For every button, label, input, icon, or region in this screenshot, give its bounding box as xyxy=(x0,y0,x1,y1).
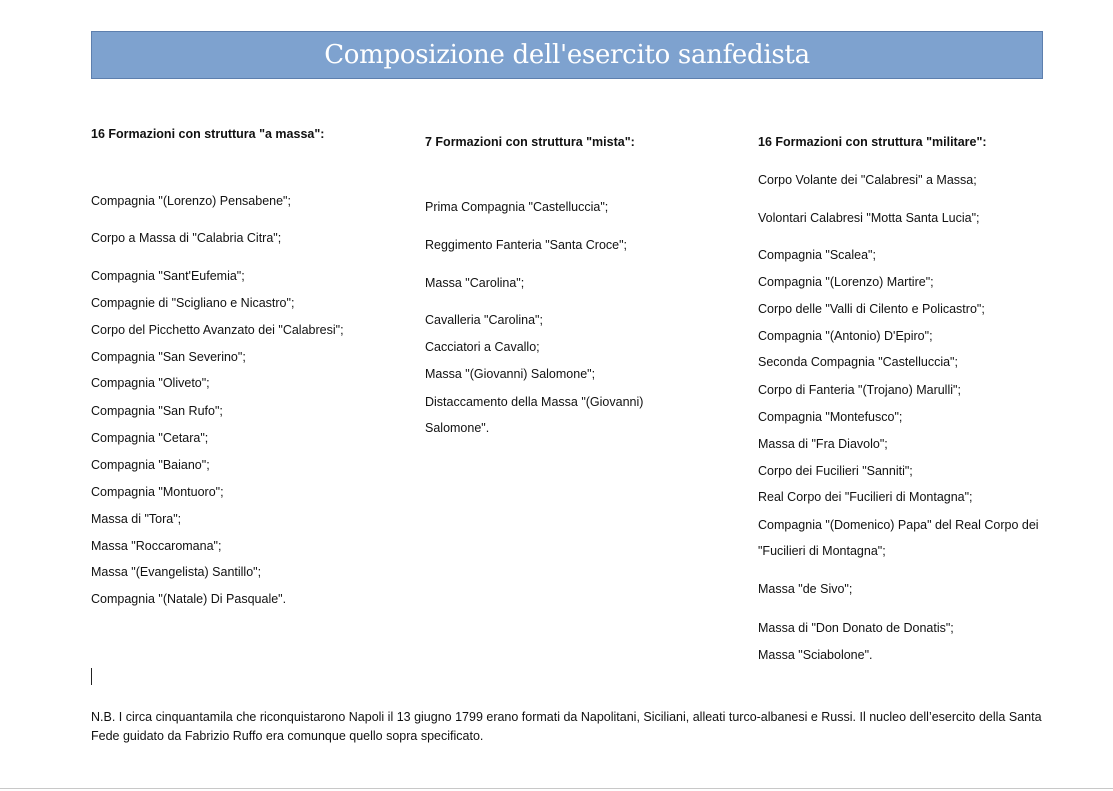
title-banner xyxy=(91,31,1043,79)
column-heading: 16 Formazioni con struttura "a massa": xyxy=(91,127,325,141)
text-cursor xyxy=(91,668,92,685)
list-item: Prima Compagnia "Castelluccia"; xyxy=(425,200,609,214)
list-item: Massa "(Giovanni) Salomone"; xyxy=(425,367,596,381)
list-item: Cavalleria "Carolina"; xyxy=(425,313,543,327)
list-item: Seconda Compagnia "Castelluccia"; xyxy=(758,355,958,369)
column-heading: 16 Formazioni con struttura "militare": xyxy=(758,135,987,149)
list-item: Compagnia "San Rufo"; xyxy=(91,404,223,418)
list-item: Compagnia "Montefusco"; xyxy=(758,410,903,424)
list-item: Cacciatori a Cavallo; xyxy=(425,340,540,354)
list-item: Compagnie di "Scigliano e Nicastro"; xyxy=(91,296,295,310)
list-item: Corpo di Fanteria "(Trojano) Marulli"; xyxy=(758,383,961,397)
list-item: Reggimento Fanteria "Santa Croce"; xyxy=(425,238,628,252)
list-item: Compagnia "(Domenico) Papa" del Real Corpo dei "Fucilieri di Montagna"; xyxy=(758,518,1039,558)
list-item: Corpo Volante dei "Calabresi" a Massa; xyxy=(758,173,977,187)
list-item: Compagnia "Sant'Eufemia"; xyxy=(91,269,245,283)
list-item: Massa di "Don Donato de Donatis"; xyxy=(758,621,954,635)
column-heading: 7 Formazioni con struttura "mista": xyxy=(425,135,635,149)
list-item: Massa "Sciabolone". xyxy=(758,648,873,662)
footnote: N.B. I circa cinquantamila che riconquistarono Napoli il 13 giugno 1799 erano formati da Napolitani, Siciliani, alleati turco-albanesi e Russi. Il nucleo dell’esercito della Santa Fede guidato da Fabrizio Ruffo era comunque quello sopra specificato. xyxy=(91,710,1042,743)
list-item: Distaccamento della Massa "(Giovanni) Salomone". xyxy=(425,395,644,435)
list-item: Massa "de Sivo"; xyxy=(758,582,853,596)
list-item: Massa di "Fra Diavolo"; xyxy=(758,437,888,451)
page-bottom-divider xyxy=(0,788,1113,789)
list-item: Massa di "Tora"; xyxy=(91,512,182,526)
list-item: Massa "Carolina"; xyxy=(425,276,525,290)
list-item: Compagnia "(Lorenzo) Martire"; xyxy=(758,275,934,289)
list-item: Compagnia "Oliveto"; xyxy=(91,376,210,390)
list-item: Compagnia "(Antonio) D'Epiro"; xyxy=(758,329,933,343)
list-item: Compagnia "(Lorenzo) Pensabene"; xyxy=(91,194,291,208)
page-title: Composizione dell'esercito sanfedista xyxy=(324,40,810,70)
list-item: Compagnia "Baiano"; xyxy=(91,458,210,472)
list-item: Real Corpo dei "Fucilieri di Montagna"; xyxy=(758,490,973,504)
list-item: Massa "(Evangelista) Santillo"; xyxy=(91,565,262,579)
list-item: Corpo delle "Valli di Cilento e Policastro"; xyxy=(758,302,985,316)
list-item: Corpo dei Fucilieri "Sanniti"; xyxy=(758,464,913,478)
list-item: Volontari Calabresi "Motta Santa Lucia"; xyxy=(758,211,980,225)
list-item: Corpo del Picchetto Avanzato dei "Calabresi"; xyxy=(91,323,344,337)
list-item: Massa "Roccaromana"; xyxy=(91,539,222,553)
list-item: Compagnia "Scalea"; xyxy=(758,248,876,262)
list-item: Compagnia "San Severino"; xyxy=(91,350,246,364)
list-item: Compagnia "(Natale) Di Pasquale". xyxy=(91,592,287,606)
list-item: Compagnia "Cetara"; xyxy=(91,431,209,445)
list-item: Corpo a Massa di "Calabria Citra"; xyxy=(91,231,282,245)
list-item: Compagnia "Montuoro"; xyxy=(91,485,224,499)
